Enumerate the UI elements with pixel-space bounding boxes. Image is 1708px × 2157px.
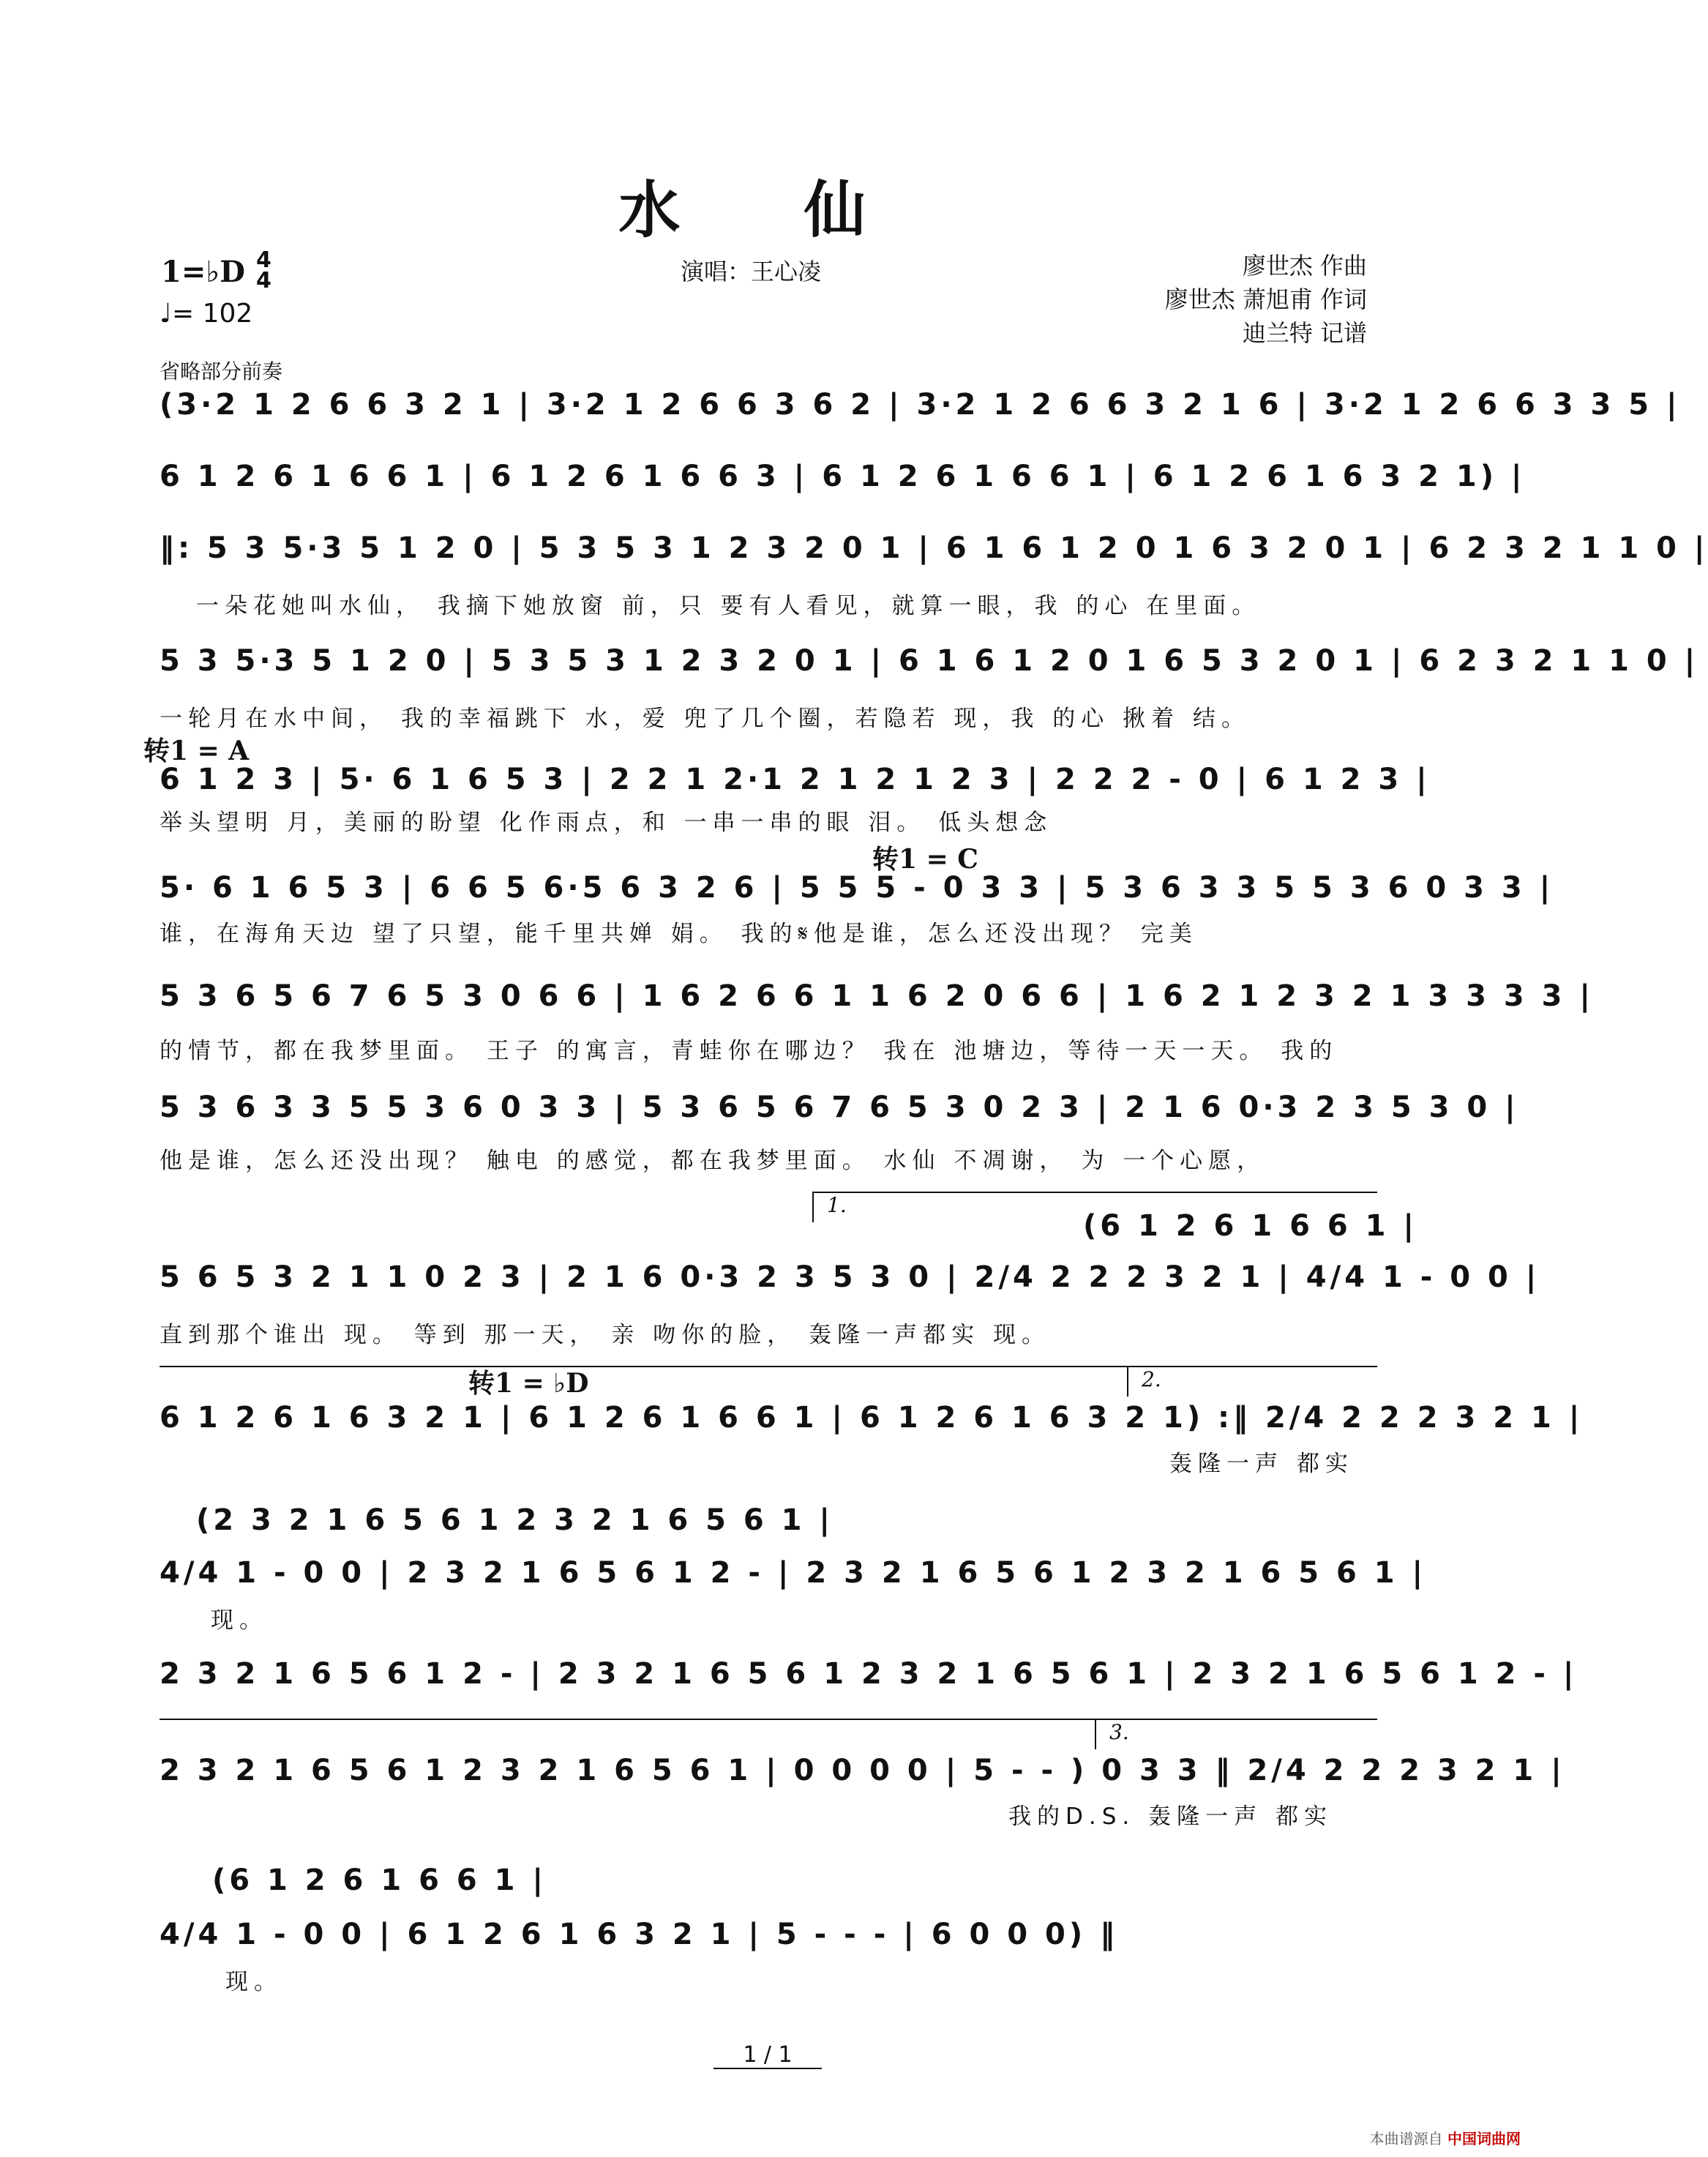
volta-label: 1.	[827, 1193, 847, 1217]
notation-row: 5 6 5 3 2 1 1 0 2 3 | 2 1 6 0·3 2 3 5 3 0 | 2/4 2 2 2 3 2 1 | 4/4 1 - 0 0 |	[160, 1260, 1540, 1294]
notation-row: 5· 6 1 6 5 3 | 6 6 5 6·5 6 3 2 6 | 5 5 5 - 0 3 3 | 5 3 6 3 3 5 5 3 6 0 3 3 |	[160, 871, 1554, 905]
transcriber-credit: 迪兰特 记谱	[1242, 319, 1367, 347]
notation-row: 6 1 2 6 1 6 6 1 | 6 1 2 6 1 6 6 3 | 6 1 2 6 1 6 6 1 | 6 1 2 6 1 6 3 2 1) |	[160, 460, 1526, 493]
notation-row: (2 3 2 1 6 5 6 1 2 3 2 1 6 5 6 1 |	[196, 1503, 834, 1537]
lyrics-row: 轰隆一声 都实	[1169, 1451, 1354, 1477]
lyricist-credit: 廖世杰 萧旭甫 作词	[1164, 285, 1367, 313]
notation-row: (6 1 2 6 1 6 6 1 |	[212, 1863, 547, 1897]
volta-bracket-3	[1095, 1719, 1377, 1749]
time-signature-top: 4	[256, 247, 271, 273]
page-number	[0, 2042, 1535, 2068]
notation-row: (6 1 2 6 1 6 6 1 |	[1083, 1209, 1417, 1243]
page-number-text: 1 / 1	[713, 2042, 821, 2069]
notation-row: 5 3 5·3 5 1 2 0 | 5 3 5 3 1 2 3 2 0 1 | 6 1 6 1 2 0 1 6 5 3 2 0 1 | 6 2 3 2 1 1 0 |	[160, 644, 1699, 678]
lyrics-row: 谁，在海角天边 望了只望，能千里共婵 娟。 我的𝄋他是谁，怎么还没出现？ 完美	[160, 921, 1198, 947]
modulation-marker: 转1 = C	[872, 844, 978, 875]
lyrics-row: 现。	[211, 1607, 268, 1634]
song-title: 水 仙	[618, 173, 917, 246]
lyrics-row: 他是谁，怎么还没出现？ 触电 的感觉，都在我梦里面。 水仙 不凋谢， 为 一个心愿，	[160, 1148, 1266, 1174]
notation-row: 2 3 2 1 6 5 6 1 2 3 2 1 6 5 6 1 | 0 0 0 0 | 5 - - ) 0 3 3 ‖ 2/4 2 2 2 3 2 1 |	[160, 1754, 1565, 1787]
notation-row: 4/4 1 - 0 0 | 6 1 2 6 1 6 3 2 1 | 5 - - - | 6 0 0 0) ‖	[160, 1918, 1119, 1951]
time-signature-bottom: 4	[256, 268, 271, 294]
singer-credit: 演唱：王心凌	[681, 258, 822, 285]
notation-row: 6 1 2 6 1 6 3 2 1 | 6 1 2 6 1 6 6 1 | 6 1 2 6 1 6 3 2 1) :‖ 2/4 2 2 2 3 2 1 |	[160, 1401, 1584, 1435]
watermark-site: 中国词曲网	[1447, 2130, 1521, 2147]
lyrics-row: 一轮月在水中间， 我的幸福跳下 水，爱 兜了几个圈，若隐若 现，我 的心 揪着 结。	[160, 706, 1250, 732]
notation-row: (3·2 1 2 6 6 3 2 1 | 3·2 1 2 6 6 3 6 2 | 3·2 1 2 6 6 3 2 1 6 | 3·2 1 2 6 6 3 3 5 |	[160, 388, 1681, 422]
notation-row: 6 1 2 3 | 5· 6 1 6 5 3 | 2 2 1 2·1 2 1 2 1 2 3 | 2 2 2 - 0 | 6 1 2 3 |	[160, 763, 1431, 796]
lyrics-row: 直到那个谁出 现。 等到 那一天， 亲 吻你的脸， 轰隆一声都实 现。	[160, 1322, 1050, 1348]
volta-bracket-2	[1127, 1366, 1377, 1397]
notation-row: 5 3 6 5 6 7 6 5 3 0 6 6 | 1 6 2 6 6 1 1 6 2 0 6 6 | 1 6 2 1 2 3 2 1 3 3 3 3 |	[160, 979, 1594, 1013]
volta-label: 2.	[1142, 1367, 1161, 1391]
tempo-mark: ♩= 102	[160, 299, 253, 329]
lyrics-row: 我的D.S. 轰隆一声 都实	[1008, 1803, 1333, 1830]
notation-row: ‖: 5 3 5·3 5 1 2 0 | 5 3 5 3 1 2 3 2 0 1 | 6 1 6 1 2 0 1 6 3 2 0 1 | 6 2 3 2 1 1 0 |	[160, 531, 1708, 565]
lyrics-row: 现。	[225, 1969, 282, 1995]
notation-row: 4/4 1 - 0 0 | 2 3 2 1 6 5 6 1 2 - | 2 3 2 1 6 5 6 1 2 3 2 1 6 5 6 1 |	[160, 1556, 1427, 1590]
volta-label: 3.	[1109, 1720, 1129, 1744]
key-signature: 1=♭D	[161, 255, 245, 289]
credits-block	[1165, 249, 1367, 350]
modulation-marker: 转1 = A	[143, 736, 250, 766]
watermark-prefix: 本曲谱源自	[1369, 2130, 1443, 2147]
modulation-marker: 转1 = ♭D	[468, 1368, 589, 1399]
prelude-note: 省略部分前奏	[160, 359, 283, 384]
notation-row: 5 3 6 3 3 5 5 3 6 0 3 3 | 5 3 6 5 6 7 6 5 3 0 2 3 | 2 1 6 0·3 2 3 5 3 0 |	[160, 1091, 1519, 1124]
source-watermark	[1370, 2127, 1521, 2148]
lyrics-row: 举头望明 月，美丽的盼望 化作雨点，和 一串一串的眼 泪。 低头想念	[160, 810, 1053, 836]
notation-row: 2 3 2 1 6 5 6 1 2 - | 2 3 2 1 6 5 6 1 2 3 2 1 6 5 6 1 | 2 3 2 1 6 5 6 1 2 - |	[160, 1657, 1578, 1691]
composer-credit: 廖世杰 作曲	[1242, 252, 1367, 280]
lyrics-row: 的情节，都在我梦里面。 王子 的寓言，青蛙你在哪边？ 我在 池塘边，等待一天一天。 我的	[160, 1038, 1338, 1064]
time-signature	[256, 247, 271, 294]
lyrics-row: 一朵花她叫水仙， 我摘下她放窗 前，只 要有人看见，就算一眼，我 的心 在里面。	[196, 593, 1261, 619]
